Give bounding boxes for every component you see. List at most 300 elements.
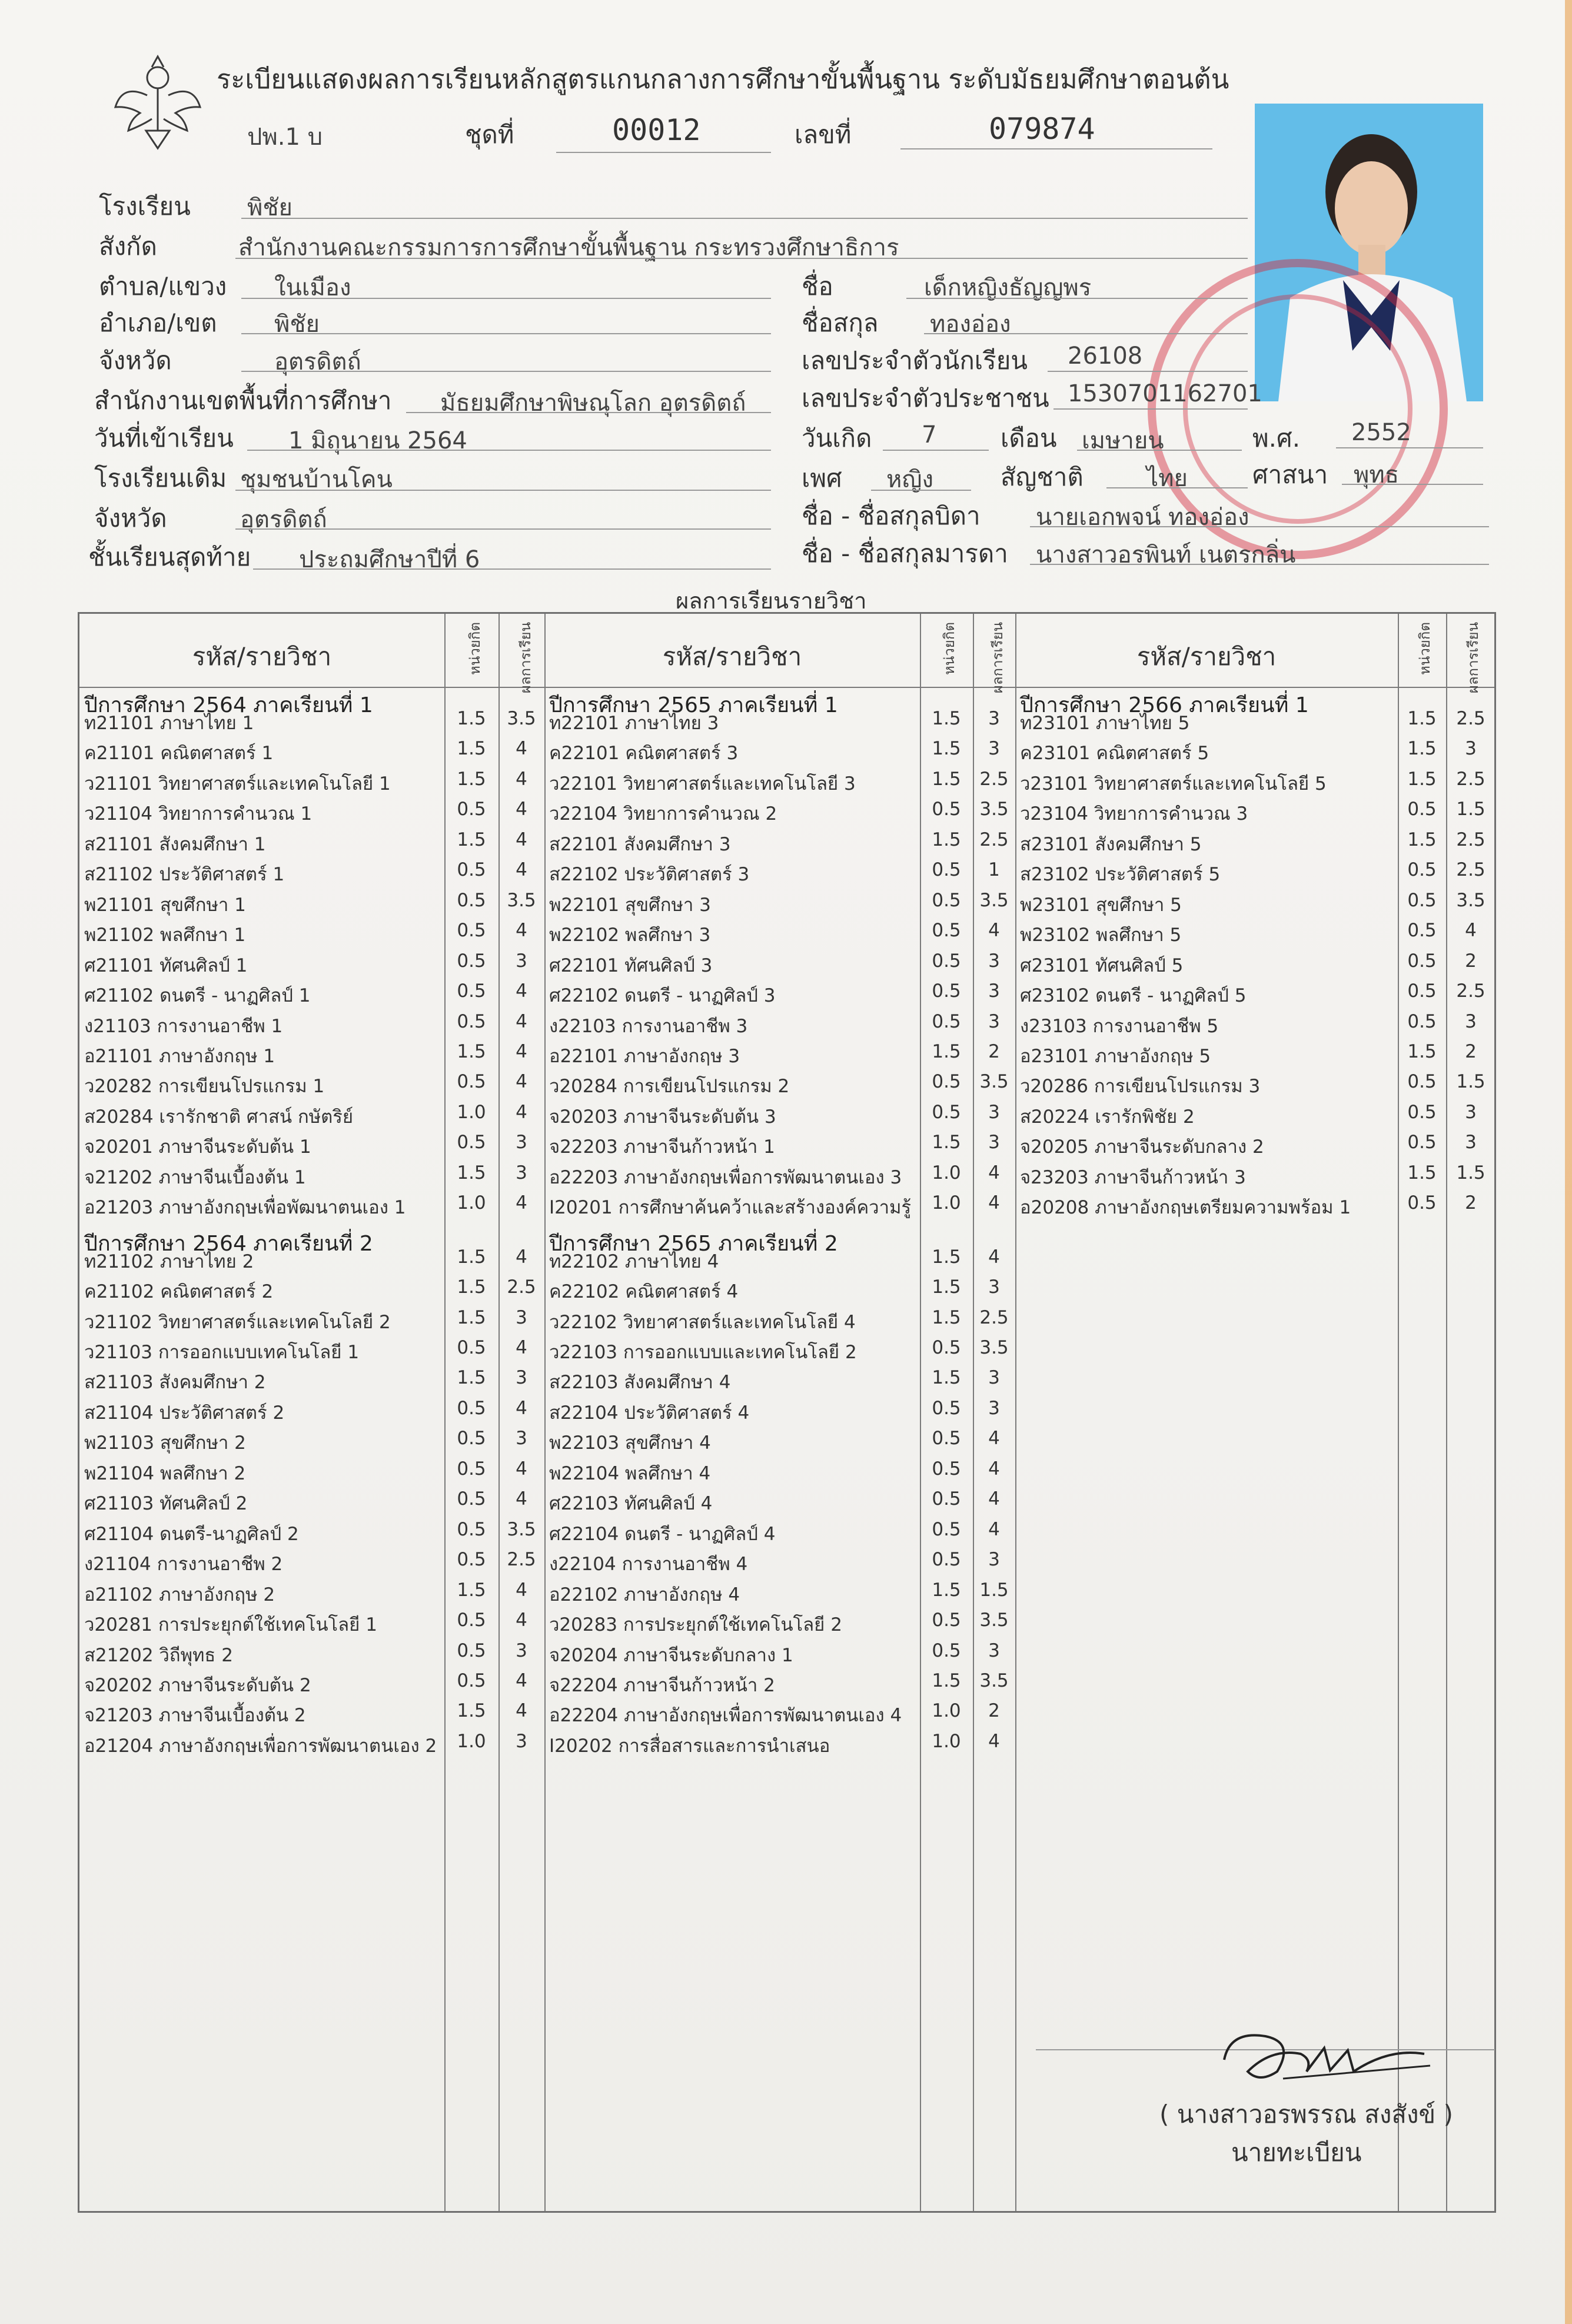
subject-cell: จ22203 ภาษาจีนก้าวหน้า 1 [549,1136,775,1158]
religion-label: ศาสนา [1252,460,1328,489]
last-grade-label: ชั้นเรียนสุดท้าย [88,543,251,571]
subject-cell: ศ22104 ดนตรี - นาฏศิลป์ 4 [549,1523,776,1545]
grade-cell: 3.5 [979,1610,1009,1631]
credits-cell: 0.5 [1407,950,1437,972]
semester-heading: ปีการศึกษา 2565 ภาคเรียนที่ 2 [549,1231,838,1256]
subject-cell: จ20204 ภาษาจีนระดับกลาง 1 [549,1644,793,1666]
grade-header-col3: ผลการเรียน [1465,622,1481,694]
grade-cell: 4 [516,799,527,820]
subject-cell: ส21101 สังคมศึกษา 1 [84,833,266,855]
grade-cell: 4 [516,1397,527,1419]
credits-header-col1: หน่วยกิต [467,622,483,675]
prev-province-label: จังหวัด [94,504,167,533]
subject-cell: พ22103 สุขศึกษา 4 [549,1432,711,1454]
grade-cell: 3 [516,1162,527,1183]
credits-cell: 1.5 [932,768,961,790]
subject-cell: อ21101 ภาษาอังกฤษ 1 [84,1045,275,1067]
credits-cell: 0.5 [932,889,961,911]
credits-cell: 1.5 [932,738,961,760]
subject-cell: อ22203 ภาษาอังกฤษเพื่อการพัฒนาตนเอง 3 [549,1166,902,1188]
father-label: ชื่อ - ชื่อสกุลบิดา [802,501,981,530]
credits-cell: 0.5 [932,950,961,972]
subject-cell: ค23101 คณิตศาสตร์ 5 [1020,743,1209,764]
grade-cell: 4 [516,1700,527,1722]
credits-cell: 1.5 [1407,768,1437,790]
subject-cell: จ21202 ภาษาจีนเบื้องต้น 1 [84,1166,306,1188]
credits-cell: 0.5 [457,1397,486,1419]
credits-cell: 0.5 [932,1101,961,1123]
grade-cell: 3 [988,950,1000,972]
subject-cell: ส22103 สังคมศึกษา 4 [549,1372,731,1394]
surname-label: ชื่อสกุล [802,308,879,337]
credits-cell: 0.5 [932,1397,961,1419]
credits-cell: 1.5 [457,1276,486,1298]
credits-cell: 1.5 [932,1579,961,1601]
credits-cell: 0.5 [457,980,486,1002]
grade-cell: 3.5 [507,1518,536,1540]
birth-month-value: เมษายน [1082,427,1164,454]
credits-cell: 0.5 [457,950,486,972]
credits-cell: 0.5 [457,1670,486,1691]
subject-cell: ศ22102 ดนตรี - นาฏศิลป์ 3 [549,985,776,1007]
subject-cell: ว20286 การเขียนโปรแกรม 3 [1020,1076,1261,1098]
school-label: โรงเรียน [99,192,191,221]
credits-cell: 0.5 [457,1132,486,1153]
credits-cell: 1.5 [457,1306,486,1328]
credits-cell: 1.5 [457,768,486,790]
credits-cell: 0.5 [457,920,486,942]
grade-cell: 1 [988,859,1000,881]
grade-cell: 3 [1465,738,1477,760]
subject-cell: จ20201 ภาษาจีนระดับต้น 1 [84,1136,311,1158]
credits-cell: 1.0 [932,1730,961,1752]
semester-heading: ปีการศึกษา 2564 ภาคเรียนที่ 1 [84,693,373,717]
credits-cell: 0.5 [457,1518,486,1540]
subject-cell: ว20283 การประยุกต์ใช้เทคโนโลยี 2 [549,1614,842,1636]
subject-cell: ง21103 การงานอาชีพ 1 [84,1015,283,1037]
subject-cell: ว23101 วิทยาศาสตร์และเทคโนโลยี 5 [1020,773,1327,794]
subject-cell: ส23101 สังคมศึกษา 5 [1020,833,1202,855]
number-label: เลขที่ [795,120,852,149]
subject-cell: พ22101 สุขศึกษา 3 [549,894,711,916]
subject-cell: ศ23102 ดนตรี - นาฏศิลป์ 5 [1020,985,1247,1007]
subject-cell: I20201 การศึกษาค้นคว้าและสร้างองค์ความรู้ [549,1197,912,1219]
subject-cell: ง23103 การงานอาชีพ 5 [1020,1015,1219,1037]
credits-cell: 1.5 [1407,1162,1437,1183]
affiliation-value: สำนักงานคณะกรรมการการศึกษาขั้นพื้นฐาน กระทรวงศึกษาธิการ [238,234,899,261]
district-value: พิชัย [274,311,320,338]
grade-cell: 1.5 [1456,1071,1485,1093]
subject-cell: จ20202 ภาษาจีนระดับต้น 2 [84,1674,311,1696]
registrar-role: นายทะเบียน [1231,2138,1362,2167]
birth-month-label: เดือน [1001,424,1057,453]
subject-cell: ว22103 การออกแบบและเทคโนโลยี 2 [549,1342,857,1363]
grades-section-title: ผลการเรียนรายวิชา [676,588,867,614]
credits-cell: 0.5 [932,1428,961,1449]
grade-cell: 4 [516,1101,527,1123]
credits-cell: 0.5 [1407,980,1437,1002]
subject-cell: อ23101 ภาษาอังกฤษ 5 [1020,1045,1211,1067]
grade-cell: 3 [988,980,1000,1002]
subject-cell: ว22101 วิทยาศาสตร์และเทคโนโลยี 3 [549,773,856,794]
sex-value: หญิง [886,466,933,493]
grade-cell: 3 [516,1428,527,1449]
subject-cell: ศ21102 ดนตรี - นาฏศิลป์ 1 [84,985,311,1007]
grade-cell: 4 [516,768,527,790]
subject-cell: ศ22101 ทัศนศิลป์ 3 [549,955,713,976]
grade-cell: 2.5 [1456,708,1485,729]
grade-cell: 4 [988,1192,1000,1214]
credits-cell: 1.0 [932,1192,961,1214]
affiliation-label: สังกัด [99,232,157,261]
grade-cell: 4 [516,1071,527,1093]
grade-cell: 4 [516,1458,527,1479]
subject-cell: ศ21103 ทัศนศิลป์ 2 [84,1493,248,1515]
subject-cell: ส21102 ประวัติศาสตร์ 1 [84,864,285,886]
entry-date-label: วันที่เข้าเรียน [94,424,234,453]
grade-cell: 3.5 [979,1071,1009,1093]
credits-cell: 0.5 [457,1488,486,1510]
grade-cell: 4 [516,1670,527,1691]
grade-cell: 3.5 [1456,889,1485,911]
credits-cell: 0.5 [932,859,961,881]
document-number: 079874 [989,112,1095,146]
credits-cell: 1.5 [1407,738,1437,760]
grades-table [78,612,1496,2213]
subject-cell: ว23104 วิทยาการคำนวณ 3 [1020,803,1248,825]
grade-cell: 4 [516,738,527,760]
grade-cell: 3.5 [507,708,536,729]
semester-heading: ปีการศึกษา 2565 ภาคเรียนที่ 1 [549,693,838,717]
credits-cell: 0.5 [457,1337,486,1358]
credits-cell: 0.5 [932,1488,961,1510]
subject-cell: อ21204 ภาษาอังกฤษเพื่อการพัฒนาตนเอง 2 [84,1735,437,1757]
grade-cell: 4 [516,829,527,850]
credits-cell: 0.5 [1407,1132,1437,1153]
subject-cell: ว20281 การประยุกต์ใช้เทคโนโลยี 1 [84,1614,377,1636]
subject-header-col2: รหัส/รายวิชา [662,642,802,671]
subject-cell: ว20284 การเขียนโปรแกรม 2 [549,1076,790,1098]
grade-cell: 2.5 [979,1306,1009,1328]
credits-cell: 1.5 [932,829,961,850]
grade-cell: 4 [988,1488,1000,1510]
document-title: ระเบียนแสดงผลการเรียนหลักสูตรแกนกลางการศึกษาขั้นพื้นฐาน ระดับมัธยมศึกษาตอนต้น [217,64,1229,95]
credits-cell: 0.5 [932,1640,961,1661]
grade-cell: 4 [516,1337,527,1358]
birth-year-value: 2552 [1351,419,1411,446]
semester-heading: ปีการศึกษา 2564 ภาคเรียนที่ 2 [84,1231,373,1256]
grade-cell: 3.5 [979,1337,1009,1358]
subject-cell: พ23101 สุขศึกษา 5 [1020,894,1182,916]
grade-cell: 4 [516,1192,527,1214]
credits-cell: 0.5 [457,799,486,820]
credits-cell: 0.5 [457,889,486,911]
prev-school-label: โรงเรียนเดิม [94,464,227,493]
subject-cell: ว22104 วิทยาการคำนวณ 2 [549,803,777,825]
father-value: นายเอกพจน์ ทองอ่อง [1036,504,1249,531]
registrar-signature [1212,2024,1448,2089]
entry-date-value: 1 มิถุนายน 2564 [288,427,467,454]
province-label: จังหวัด [99,346,172,375]
grade-cell: 4 [988,1162,1000,1183]
credits-cell: 0.5 [457,1610,486,1631]
credits-cell: 1.0 [457,1101,486,1123]
grade-cell: 3 [988,1549,1000,1571]
set-number: 00012 [612,113,701,147]
credits-cell: 1.5 [932,1132,961,1153]
name-label: ชื่อ [802,272,833,301]
grade-cell: 4 [988,1246,1000,1268]
subject-cell: อ22204 ภาษาอังกฤษเพื่อการพัฒนาตนเอง 4 [549,1705,902,1727]
grade-cell: 4 [516,1488,527,1510]
name-value: เด็กหญิงธัญญพร [924,274,1092,301]
student-id-value: 26108 [1068,343,1143,370]
grade-cell: 4 [988,1428,1000,1449]
grade-cell: 4 [516,1040,527,1062]
credits-cell: 1.5 [457,1700,486,1722]
prev-school-value: ชุมชนบ้านโคน [240,466,393,493]
subject-cell: ส20224 เรารักพิชัย 2 [1020,1106,1195,1128]
subject-cell: พ21101 สุขศึกษา 1 [84,894,246,916]
subject-cell: ค21101 คณิตศาสตร์ 1 [84,743,274,764]
credits-cell: 0.5 [932,1458,961,1479]
grade-cell: 3 [516,1367,527,1389]
subject-cell: อ22102 ภาษาอังกฤษ 4 [549,1584,740,1605]
credits-cell: 1.5 [457,1579,486,1601]
credits-cell: 0.5 [932,1010,961,1032]
subject-cell: ท21102 ภาษาไทย 2 [84,1251,254,1272]
subject-cell: จ22204 ภาษาจีนก้าวหน้า 2 [549,1674,775,1696]
grade-cell: 3.5 [979,1670,1009,1691]
credits-cell: 1.5 [457,829,486,850]
credits-cell: 0.5 [1407,859,1437,881]
birth-day-label: วันเกิด [802,424,872,453]
grade-cell: 4 [516,1246,527,1268]
nationality-value: ไทย [1146,465,1188,492]
subject-cell: ท23101 ภาษาไทย 5 [1020,713,1190,734]
subject-cell: จ20203 ภาษาจีนระดับต้น 3 [549,1106,776,1128]
credits-cell: 0.5 [1407,920,1437,942]
grade-cell: 3 [988,1101,1000,1123]
citizen-id-value: 1530701162701 [1068,380,1262,407]
grade-cell: 2.5 [507,1549,536,1571]
grade-cell: 2.5 [1456,768,1485,790]
credits-cell: 0.5 [932,1518,961,1540]
subject-header-col3: รหัส/รายวิชา [1136,642,1277,671]
form-code: ปพ.1 บ [247,124,323,151]
credits-cell: 1.5 [932,1246,961,1268]
credits-cell: 0.5 [1407,1071,1437,1093]
credits-cell: 0.5 [457,1549,486,1571]
subject-cell: พ21104 พลศึกษา 2 [84,1462,246,1484]
subject-cell: ส21104 ประวัติศาสตร์ 2 [84,1402,285,1424]
subject-cell: อ20208 ภาษาอังกฤษเตรียมความพร้อม 1 [1020,1197,1351,1219]
credits-cell: 0.5 [457,1071,486,1093]
subject-cell: ส20284 เรารักชาติ ศาสน์ กษัตริย์ [84,1106,354,1128]
subject-cell: ค22102 คณิตศาสตร์ 4 [549,1281,739,1303]
grade-cell: 3 [1465,1010,1477,1032]
credits-cell: 0.5 [1407,1010,1437,1032]
grade-cell: 3 [516,950,527,972]
credits-cell: 0.5 [932,799,961,820]
subject-cell: ว21103 การออกแบบเทคโนโลยี 1 [84,1342,360,1363]
subject-cell: ว21102 วิทยาศาสตร์และเทคโนโลยี 2 [84,1311,391,1333]
grade-cell: 2 [988,1700,1000,1722]
mother-value: นางสาวอรพินท์ เนตรกลิ่น [1036,541,1296,568]
subject-cell: พ21102 พลศึกษา 1 [84,925,246,946]
subject-cell: อ22101 ภาษาอังกฤษ 3 [549,1045,740,1067]
citizen-id-label: เลขประจำตัวประชาชน [802,384,1049,413]
grade-cell: 4 [516,1010,527,1032]
subject-cell: พ21103 สุขศึกษา 2 [84,1432,246,1454]
area-office-label: สำนักงานเขตพื้นที่การศึกษา [94,386,392,415]
prev-province-value: อุตรดิตถ์ [240,506,327,533]
credits-cell: 0.5 [457,1010,486,1032]
nationality-label: สัญชาติ [1001,463,1084,491]
grade-cell: 2.5 [1456,859,1485,881]
school-value: พิชัย [247,194,293,221]
credits-cell: 0.5 [1407,1192,1437,1214]
grade-cell: 2 [988,1040,1000,1062]
grade-cell: 3 [516,1132,527,1153]
subject-cell: ค21102 คณิตศาสตร์ 2 [84,1281,274,1303]
credits-cell: 1.5 [1407,1040,1437,1062]
subject-cell: ท22101 ภาษาไทย 3 [549,713,719,734]
subdistrict-value: ในเมือง [274,274,351,301]
credits-cell: 0.5 [932,1610,961,1631]
grade-cell: 4 [516,859,527,881]
credits-cell: 1.5 [457,1040,486,1062]
credits-header-col2: หน่วยกิต [941,622,958,675]
subject-cell: ศ23101 ทัศนศิลป์ 5 [1020,955,1184,976]
grade-cell: 2.5 [507,1276,536,1298]
mother-label: ชื่อ - ชื่อสกุลมารดา [802,539,1008,568]
grade-cell: 3 [988,1276,1000,1298]
credits-cell: 1.0 [457,1730,486,1752]
credits-cell: 0.5 [1407,889,1437,911]
subject-cell: ส21202 วิถีพุทธ 2 [84,1644,233,1666]
subject-header-col1: รหัส/รายวิชา [192,642,332,671]
birth-year-label: พ.ศ. [1252,424,1301,453]
grade-cell: 1.5 [979,1579,1009,1601]
garuda-emblem-icon [111,54,205,153]
credits-cell: 1.5 [457,1246,486,1268]
subject-cell: ส21103 สังคมศึกษา 2 [84,1372,266,1394]
grade-cell: 3 [988,1132,1000,1153]
credits-cell: 0.5 [932,1549,961,1571]
credits-cell: 1.5 [932,1040,961,1062]
credits-cell: 0.5 [457,1458,486,1479]
grade-cell: 2 [1465,950,1477,972]
grade-cell: 3 [516,1640,527,1661]
grade-header-col2: ผลการเรียน [989,622,1006,694]
credits-cell: 0.5 [932,980,961,1002]
subject-cell: ง22103 การงานอาชีพ 3 [549,1015,748,1037]
subject-cell: จ21203 ภาษาจีนเบื้องต้น 2 [84,1705,306,1727]
grade-cell: 4 [516,920,527,942]
registrar-name: ( นางสาวอรพรรณ สงสังข์ ) [1159,2100,1453,2129]
credits-cell: 1.5 [457,708,486,729]
subject-cell: ส22102 ประวัติศาสตร์ 3 [549,864,750,886]
subject-cell: ศ21101 ทัศนศิลป์ 1 [84,955,248,976]
set-label: ชุดที่ [465,120,514,149]
credits-cell: 0.5 [932,1337,961,1358]
credits-cell: 1.0 [457,1192,486,1214]
credits-cell: 0.5 [1407,1101,1437,1123]
subject-cell: ส22101 สังคมศึกษา 3 [549,833,731,855]
grade-cell: 2 [1465,1192,1477,1214]
credits-cell: 0.5 [457,1428,486,1449]
subject-cell: ว21101 วิทยาศาสตร์และเทคโนโลยี 1 [84,773,391,794]
subject-cell: ศ22103 ทัศนศิลป์ 4 [549,1493,713,1515]
subject-cell: ส22104 ประวัติศาสตร์ 4 [549,1402,750,1424]
subject-cell: จ23203 ภาษาจีนก้าวหน้า 3 [1020,1166,1246,1188]
subject-cell: ท22102 ภาษาไทย 4 [549,1251,719,1272]
grade-cell: 3.5 [507,889,536,911]
grade-cell: 4 [988,1518,1000,1540]
subject-cell: ค22101 คณิตศาสตร์ 3 [549,743,739,764]
surname-value: ทองอ่อง [930,311,1011,338]
credits-cell: 1.5 [932,1367,961,1389]
subject-cell: ท21101 ภาษาไทย 1 [84,713,254,734]
grade-cell: 1.5 [1456,799,1485,820]
semester-heading: ปีการศึกษา 2566 ภาคเรียนที่ 1 [1020,693,1309,717]
last-grade-value: ประถมศึกษาปีที่ 6 [299,546,480,573]
credits-cell: 1.0 [932,1700,961,1722]
grade-cell: 3 [988,1010,1000,1032]
subject-cell: พ22102 พลศึกษา 3 [549,925,711,946]
subdistrict-label: ตำบล/แขวง [99,272,227,301]
subject-cell: พ22104 พลศึกษา 4 [549,1462,711,1484]
credits-cell: 0.5 [457,1640,486,1661]
grade-cell: 4 [988,920,1000,942]
subject-cell: ว22102 วิทยาศาสตร์และเทคโนโลยี 4 [549,1311,856,1333]
grade-cell: 2.5 [1456,829,1485,850]
credits-cell: 1.5 [932,1276,961,1298]
grade-cell: 4 [516,1579,527,1601]
grade-cell: 3.5 [979,889,1009,911]
credits-header-col3: หน่วยกิต [1417,622,1433,675]
sex-label: เพศ [802,464,842,493]
birth-day-value: 7 [922,421,937,448]
grade-cell: 2 [1465,1040,1477,1062]
subject-cell: ว21104 วิทยาการคำนวณ 1 [84,803,313,825]
grade-cell: 4 [516,980,527,1002]
subject-cell: พ23102 พลศึกษา 5 [1020,925,1182,946]
subject-cell: จ20205 ภาษาจีนระดับกลาง 2 [1020,1136,1264,1158]
grade-cell: 3.5 [979,799,1009,820]
credits-cell: 1.5 [457,738,486,760]
subject-cell: ง22104 การงานอาชีพ 4 [549,1554,748,1575]
grade-cell: 4 [988,1730,1000,1752]
province-value: อุตรดิตถ์ [274,348,361,375]
credits-cell: 0.5 [1407,799,1437,820]
religion-value: พุทธ [1354,461,1400,488]
grade-cell: 3 [1465,1101,1477,1123]
credits-cell: 1.5 [1407,829,1437,850]
credits-cell: 0.5 [457,859,486,881]
subject-cell: ว20282 การเขียนโปรแกรม 1 [84,1076,325,1098]
credits-cell: 1.5 [932,708,961,729]
grade-cell: 2.5 [1456,980,1485,1002]
subject-cell: อ21203 ภาษาอังกฤษเพื่อพัฒนาตนเอง 1 [84,1197,406,1219]
student-id-label: เลขประจำตัวนักเรียน [802,346,1028,375]
grade-cell: 1.5 [1456,1162,1485,1183]
grade-cell: 2.5 [979,768,1009,790]
subject-cell: I20202 การสื่อสารและการนำเสนอ [549,1735,830,1757]
subject-cell: อ21102 ภาษาอังกฤษ 2 [84,1584,275,1605]
grade-cell: 3 [988,1397,1000,1419]
